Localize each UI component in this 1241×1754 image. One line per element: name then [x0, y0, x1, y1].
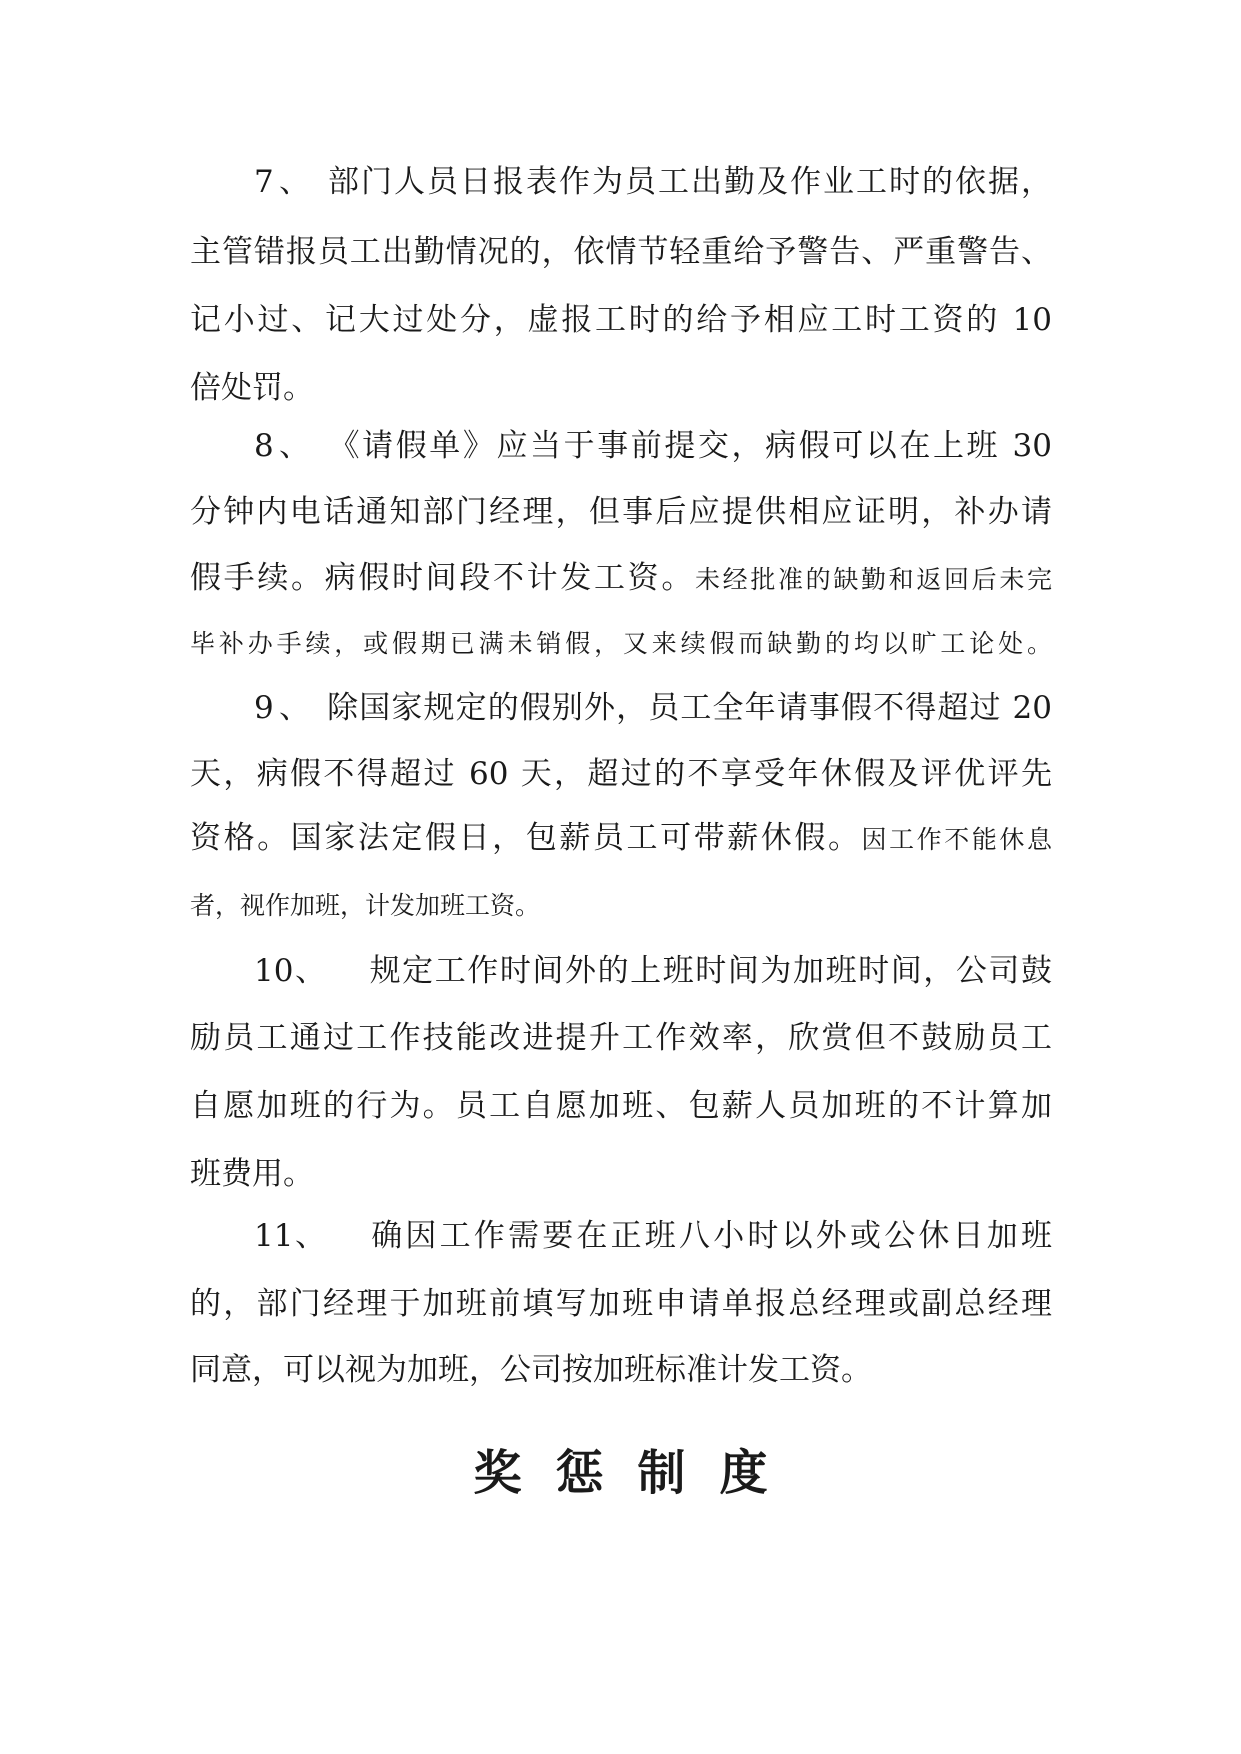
item-7-line-1 — [254, 162, 1052, 202]
item-10-line-2: 励员工通过工作技能改进提升工作效率，欣赏但不鼓励员工 — [190, 1020, 1052, 1056]
item-11-line-3: 同意，可以视为加班，公司按加班标准计发工资。 — [190, 1352, 872, 1388]
item-10-line-3: 自愿加班的行为。员工自愿加班、包薪人员加班的不计算加 — [190, 1088, 1052, 1124]
item-9-number: 9、 — [254, 690, 310, 726]
item-9-line-4: 者，视作加班，计发加班工资。 — [190, 891, 541, 920]
item-9-line-3 — [190, 818, 1052, 860]
item-10-text-1: 规定工作时间外的上班时间为加班时间，公司鼓 — [368, 953, 1052, 989]
item-7-line-2: 主管错报员工出勤情况的，依情节轻重给予警告、严重警告、 — [190, 234, 1052, 270]
item-7-line-4: 倍处罚。 — [190, 370, 314, 406]
item-9-line-1 — [254, 688, 1052, 728]
item-8-number: 8、 — [254, 428, 310, 464]
item-8-text-3a: 假手续。病假时间段不计发工资。 — [190, 560, 695, 596]
item-7-number: 7、 — [254, 164, 310, 200]
item-11-line-1 — [254, 1216, 1052, 1256]
item-7-line-3: 记小过、记大过处分，虚报工时的给予相应工时工资的 10 — [190, 302, 1052, 338]
item-8-text-3b: 未经批准的缺勤和返回后未完 — [695, 565, 1052, 594]
section-heading: 奖惩制度 — [473, 1445, 802, 1501]
item-10-number: 10、 — [254, 953, 326, 989]
item-9-line-2: 天，病假不得超过 60 天，超过的不享受年休假及评优评先 — [190, 756, 1052, 792]
item-10-line-4: 班费用。 — [190, 1156, 314, 1192]
item-8-line-4: 毕补办手续，或假期已满未销假，又来续假而缺勤的均以旷工论处。 — [190, 629, 1052, 658]
item-9-text-3b: 因工作不能休息 — [861, 825, 1052, 854]
item-8-text-1: 《请假单》应当于事前提交，病假可以在上班 30 — [326, 428, 1052, 464]
item-9-text-1: 除国家规定的假别外，员工全年请事假不得超过 20 — [326, 690, 1052, 726]
item-11-text-1: 确因工作需要在正班八小时以外或公休日加班 — [368, 1218, 1052, 1254]
item-8-line-1 — [254, 426, 1052, 466]
item-11-line-2: 的，部门经理于加班前填写加班申请单报总经理或副总经理 — [190, 1286, 1052, 1322]
item-10-line-1 — [254, 951, 1052, 991]
item-8-line-3 — [190, 558, 1052, 600]
item-11-number: 11、 — [254, 1218, 326, 1254]
item-9-text-3a: 资格。国家法定假日，包薪员工可带薪休假。 — [190, 820, 862, 856]
item-8-line-2: 分钟内电话通知部门经理，但事后应提供相应证明，补办请 — [190, 494, 1052, 530]
item-7-text-1: 部门人员日报表作为员工出勤及作业工时的依据， — [326, 164, 1052, 200]
